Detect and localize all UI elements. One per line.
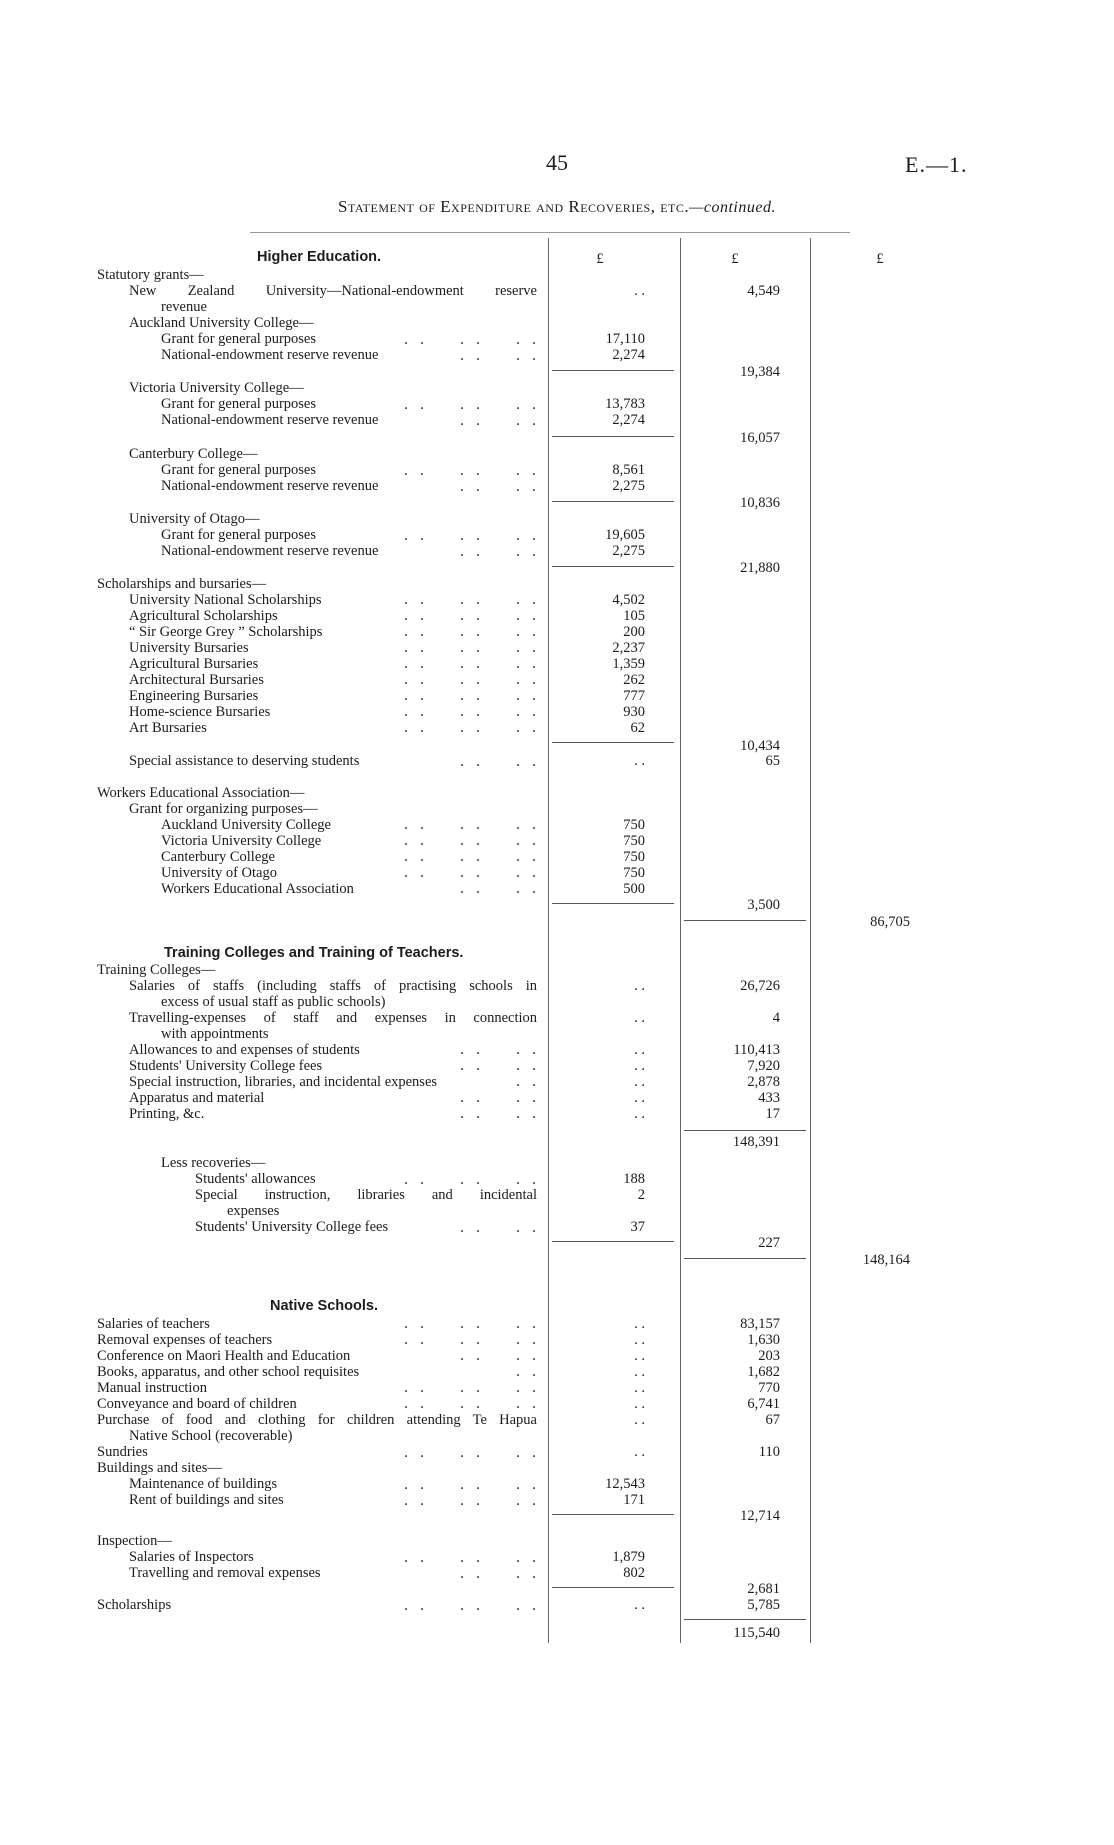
native-dots: . . <box>634 1332 645 1348</box>
column-divider-1 <box>548 238 549 1643</box>
scholarship-amount: 4,502 <box>612 592 645 608</box>
row-native-item: Conference on Maori Health and Education <box>97 1348 351 1364</box>
leader-dots: . . . . . . <box>404 331 540 348</box>
travel-dots: . . <box>634 1010 645 1026</box>
leader-dots: . . . . . . . . . . . . . . . . . . <box>460 1041 540 1122</box>
rec-fees-amount: 37 <box>630 1219 645 1235</box>
row-canterbury-endowment: National-endowment reserve revenue <box>161 478 379 494</box>
scholarships-dots: . . <box>634 1597 645 1613</box>
row-wea-item: University of Otago <box>161 865 277 881</box>
scholarship-amount: 777 <box>623 688 645 704</box>
purchase-dots: . . <box>634 1412 645 1428</box>
subtotal-rule <box>552 903 674 904</box>
row-training-colleges: Training Colleges— <box>97 962 216 978</box>
row-rec-special-line2: expenses <box>227 1203 280 1219</box>
column-divider-2 <box>680 238 681 1643</box>
row-nzu-line2: revenue <box>161 299 207 315</box>
row-otago: University of Otago— <box>129 511 260 527</box>
leader-dots: . . . . <box>460 543 540 560</box>
row-scholarship: Agricultural Scholarships <box>129 608 278 624</box>
row-allowances: Allowances to and expenses of students <box>129 1042 360 1058</box>
printing-amount: 17 <box>765 1106 780 1122</box>
apparatus-amount: 433 <box>758 1090 780 1106</box>
leader-dots: . . . . . . <box>404 462 540 479</box>
leader-dots: . . . . <box>460 1219 540 1236</box>
row-otago-grant: Grant for general purposes <box>161 527 317 543</box>
row-travel-line2: with appointments <box>161 1026 269 1042</box>
insp-travel-amount: 802 <box>623 1565 645 1581</box>
row-rec-fees: Students' University College fees <box>195 1219 389 1235</box>
otago-total: 21,880 <box>740 560 780 576</box>
training-subtotal: 148,391 <box>732 1134 780 1150</box>
otago-grant-amount: 19,605 <box>605 527 645 543</box>
title-continued: —continued. <box>689 199 776 216</box>
column-divider-3 <box>810 238 811 1643</box>
wea-total: 3,500 <box>747 897 780 913</box>
row-salaries-line2: excess of usual staff as public schools) <box>161 994 386 1010</box>
victoria-endowment-amount: 2,274 <box>612 412 645 428</box>
leader-dots: . . . . . . <box>404 1476 540 1493</box>
leader-dots: . . . . . . <box>404 527 540 544</box>
scholarship-amount: 1,359 <box>612 656 645 672</box>
native-amount: 1,682 <box>747 1364 780 1380</box>
subtotal-rule <box>552 1241 674 1242</box>
native-amount: 83,157 <box>740 1316 780 1332</box>
section-heading-higher-education: Higher Education. <box>257 249 382 265</box>
scholarship-amount: 262 <box>623 672 645 688</box>
rent-amount: 171 <box>623 1492 645 1508</box>
leader-dots: . . . . . . <box>404 1444 540 1461</box>
leader-dots: . . . . <box>460 1565 540 1582</box>
special-assistance-dots: . . <box>634 753 645 769</box>
recoveries-total: 227 <box>758 1235 780 1251</box>
row-wea-item: Canterbury College <box>161 849 275 865</box>
native-amount: 1,630 <box>747 1332 780 1348</box>
allowances-amount: 110,413 <box>733 1042 780 1058</box>
special-dots: . . <box>634 1074 645 1090</box>
row-inspection: Inspection— <box>97 1533 172 1549</box>
row-purchase-line2: Native School (recoverable) <box>129 1428 293 1444</box>
scholarship-amount: 105 <box>623 608 645 624</box>
title-main: Statement of Expenditure and Recoveries, etc. <box>338 197 690 216</box>
travel-amount: 4 <box>772 1010 780 1026</box>
wea-amount: 750 <box>623 833 645 849</box>
row-special-instruction: Special instruction, libraries, and incidental expenses <box>129 1074 438 1090</box>
scholarship-amount: 62 <box>630 720 645 736</box>
allowances-dots: . . <box>634 1042 645 1058</box>
row-nzu-line1: New Zealand University—National-endowment reserve <box>129 283 537 299</box>
row-scholarship: Agricultural Bursaries <box>129 656 259 672</box>
training-net-total: 148,164 <box>862 1252 910 1268</box>
salaries-dots: . . <box>634 978 645 994</box>
scholarships-total: 10,434 <box>740 738 780 754</box>
row-sundries: Sundries <box>97 1444 148 1460</box>
canterbury-endowment-amount: 2,275 <box>612 478 645 494</box>
row-statutory-grants: Statutory grants— <box>97 267 204 283</box>
column-header-2: £ <box>731 251 739 267</box>
subtotal-rule <box>684 1130 806 1131</box>
insp-salaries-amount: 1,879 <box>612 1549 645 1565</box>
purchase-amount: 67 <box>765 1412 780 1428</box>
row-auckland-endowment: National-endowment reserve revenue <box>161 347 379 363</box>
victoria-total: 16,057 <box>740 430 780 446</box>
row-native-item: Conveyance and board of children <box>97 1396 297 1412</box>
row-otago-endowment: National-endowment reserve revenue <box>161 543 379 559</box>
native-dots: . . <box>634 1316 645 1332</box>
row-wea-item: Auckland University College <box>161 817 331 833</box>
salaries-amount: 26,726 <box>740 978 780 994</box>
printing-dots: . . <box>634 1106 645 1122</box>
fees-amount: 7,920 <box>747 1058 780 1074</box>
canterbury-grant-amount: 8,561 <box>612 462 645 478</box>
row-scholarship: Art Bursaries <box>129 720 207 736</box>
leader-dots: . . . . <box>460 412 540 429</box>
title-rule <box>250 232 850 233</box>
row-printing: Printing, &c. <box>129 1106 205 1122</box>
total-rule <box>684 920 806 921</box>
column-header-3: £ <box>876 251 884 267</box>
row-native-item: Manual instruction <box>97 1380 207 1396</box>
apparatus-dots: . . <box>634 1090 645 1106</box>
subtotal-rule <box>552 1514 674 1515</box>
leader-dots: . . . . . . <box>404 1549 540 1566</box>
scholarship-amount: 200 <box>623 624 645 640</box>
leader-dots: . . . . . . <box>404 1492 540 1509</box>
subtotal-rule <box>552 742 674 743</box>
native-dots: . . <box>634 1396 645 1412</box>
section-heading-training: Training Colleges and Training of Teachers. <box>164 945 464 961</box>
row-native-item: Removal expenses of teachers <box>97 1332 273 1348</box>
row-rec-special-line1: Special instruction, libraries and incidental <box>195 1187 537 1203</box>
leader-dots: . . . . . . . . . . . . . . . . . . . . . . . . . . . . <box>404 816 540 897</box>
row-auckland-grant: Grant for general purposes <box>161 331 317 347</box>
nzu-amount: 4,549 <box>747 283 780 299</box>
row-scholarship: Engineering Bursaries <box>129 688 259 704</box>
wea-amount: 750 <box>623 849 645 865</box>
scholarships-amount: 5,785 <box>747 1597 780 1613</box>
wea-amount: 500 <box>623 881 645 897</box>
inspection-total: 2,681 <box>747 1581 780 1597</box>
subtotal-rule <box>552 436 674 437</box>
leader-dots: . . . . <box>460 753 540 770</box>
leader-dots: . . . . . . . . . . . . . . . . . . . . . . . . . . . . . . <box>404 1315 540 1412</box>
auckland-total: 19,384 <box>740 364 780 380</box>
row-wea-item: Workers Educational Association <box>161 881 354 897</box>
row-wea-grant: Grant for organizing purposes— <box>129 801 318 817</box>
section-heading-native-schools: Native Schools. <box>270 1298 378 1314</box>
page-title <box>0 197 1114 217</box>
row-fees: Students' University College fees <box>129 1058 323 1074</box>
row-insp-travel: Travelling and removal expenses <box>129 1565 321 1581</box>
nzu-dots: . . <box>634 283 645 299</box>
leader-dots: . . . . . . <box>404 396 540 413</box>
total-rule <box>684 1619 806 1620</box>
special-amount: 2,878 <box>747 1074 780 1090</box>
sundries-amount: 110 <box>758 1444 780 1460</box>
row-maintenance: Maintenance of buildings <box>129 1476 278 1492</box>
leader-dots: . . . . <box>460 478 540 495</box>
row-scholarship: Home-science Bursaries <box>129 704 271 720</box>
subtotal-rule <box>552 1587 674 1588</box>
victoria-grant-amount: 13,783 <box>605 396 645 412</box>
row-scholarship: University Bursaries <box>129 640 249 656</box>
leader-dots: . . . . <box>460 347 540 364</box>
row-scholarships-head: Scholarships and bursaries— <box>97 576 267 592</box>
row-rent: Rent of buildings and sites <box>129 1492 284 1508</box>
subtotal-rule <box>552 566 674 567</box>
sundries-dots: . . <box>634 1444 645 1460</box>
row-less-recoveries: Less recoveries— <box>161 1155 266 1171</box>
higher-education-total: 86,705 <box>870 914 910 930</box>
row-wea-item: Victoria University College <box>161 833 322 849</box>
native-amount: 6,741 <box>747 1396 780 1412</box>
row-travel-line1: Travelling-expenses of staff and expenses in connection <box>129 1010 537 1026</box>
row-victoria-endowment: National-endowment reserve revenue <box>161 412 379 428</box>
row-wea-head: Workers Educational Association— <box>97 785 305 801</box>
fees-dots: . . <box>634 1058 645 1074</box>
special-assistance-amount: 65 <box>765 753 780 769</box>
row-victoria: Victoria University College— <box>129 380 304 396</box>
auckland-endowment-amount: 2,274 <box>612 347 645 363</box>
leader-dots: . . . . . . <box>404 1597 540 1614</box>
leader-dots: . . . . . . <box>404 1171 540 1188</box>
row-native-item: Books, apparatus, and other school requisites <box>97 1364 360 1380</box>
row-auckland: Auckland University College— <box>129 315 314 331</box>
leader-dots: . . . . . . . . . . . . . . . . . . . . . . . . . . . . . . . . . . . . . . . . . . . . . . . . . . . . . . <box>404 591 540 736</box>
total-rule <box>684 1258 806 1259</box>
row-native-item: Salaries of teachers <box>97 1316 210 1332</box>
native-dots: . . <box>634 1380 645 1396</box>
row-buildings: Buildings and sites— <box>97 1460 222 1476</box>
scholarship-amount: 930 <box>623 704 645 720</box>
page-number: 45 <box>546 150 568 175</box>
row-insp-salaries: Salaries of Inspectors <box>129 1549 254 1565</box>
row-salaries-line1: Salaries of staffs (including staffs of practising schools in <box>129 978 537 994</box>
rec-allowances-amount: 188 <box>623 1171 645 1187</box>
row-scholarships: Scholarships <box>97 1597 172 1613</box>
row-scholarship: “ Sir George Grey ” Scholarships <box>129 624 323 640</box>
row-purchase-line1: Purchase of food and clothing for children attending Te Hapua <box>97 1412 537 1428</box>
row-scholarship: Architectural Bursaries <box>129 672 264 688</box>
subtotal-rule <box>552 370 674 371</box>
row-special-assistance: Special assistance to deserving students <box>129 753 360 769</box>
row-scholarship: University National Scholarships <box>129 592 322 608</box>
row-canterbury-grant: Grant for general purposes <box>161 462 317 478</box>
buildings-total: 12,714 <box>740 1508 780 1524</box>
row-rec-allowances: Students' allowances <box>195 1171 316 1187</box>
row-canterbury: Canterbury College— <box>129 446 258 462</box>
native-dots: . . <box>634 1348 645 1364</box>
subtotal-rule <box>552 501 674 502</box>
column-header-1: £ <box>596 251 604 267</box>
canterbury-total: 10,836 <box>740 495 780 511</box>
scholarship-amount: 2,237 <box>612 640 645 656</box>
native-schools-total: 115,540 <box>733 1625 780 1641</box>
row-apparatus: Apparatus and material <box>129 1090 265 1106</box>
native-dots: . . <box>634 1364 645 1380</box>
maintenance-amount: 12,543 <box>605 1476 645 1492</box>
wea-amount: 750 <box>623 817 645 833</box>
auckland-grant-amount: 17,110 <box>605 331 645 347</box>
native-amount: 770 <box>758 1380 780 1396</box>
wea-amount: 750 <box>623 865 645 881</box>
native-amount: 203 <box>758 1348 780 1364</box>
rec-special-amount: 2 <box>637 1187 645 1203</box>
row-victoria-grant: Grant for general purposes <box>161 396 317 412</box>
otago-endowment-amount: 2,275 <box>612 543 645 559</box>
document-code: E.—1. <box>905 152 968 177</box>
